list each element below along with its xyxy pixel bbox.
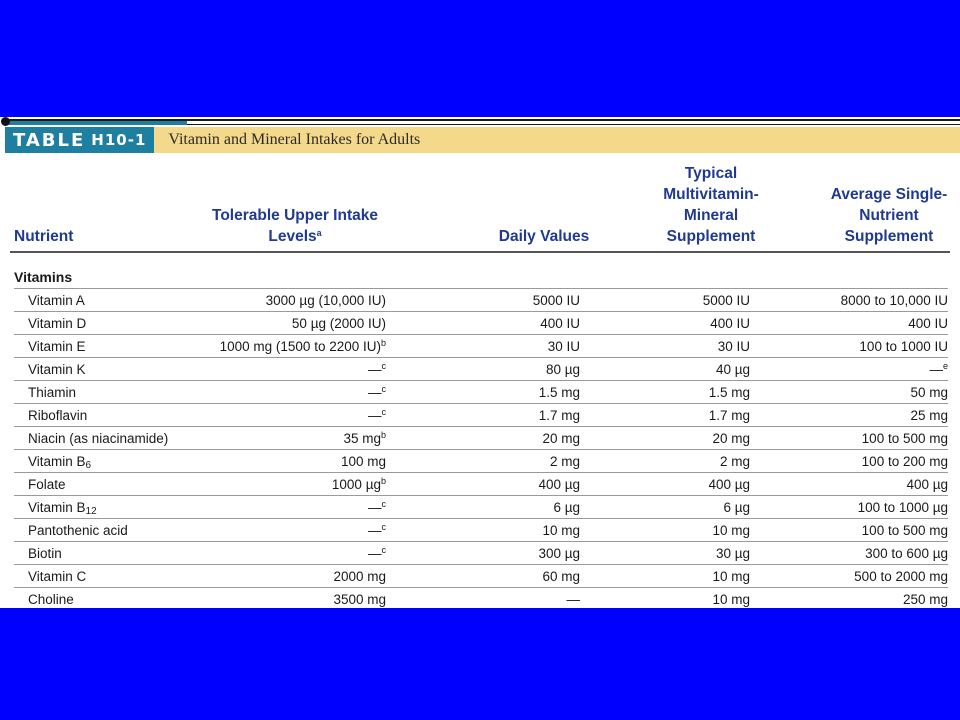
table-tab-word: TABLE (13, 129, 86, 151)
cell-upper-intake-footnote: c (381, 545, 386, 555)
cell-nutrient-text: Biotin (28, 546, 62, 561)
cell-single-nutrient-footnote: e (942, 361, 948, 371)
cell-upper-intake-footnote: c (381, 361, 386, 371)
header-upper-intake (210, 205, 380, 247)
cell-multivitamin-text: 5000 IU (702, 293, 750, 308)
cell-multivitamin-text: 10 mg (712, 569, 750, 584)
cell-multivitamin-text: 6 µg (723, 500, 750, 515)
cell-upper-intake-text: 2000 mg (333, 569, 386, 584)
cell-upper-intake (266, 293, 386, 308)
cell-upper-intake-text: — (368, 523, 382, 538)
cell-daily-value-text: 5000 IU (532, 293, 580, 308)
cell-nutrient (28, 523, 128, 538)
table-row (14, 403, 948, 426)
cell-nutrient-text: Niacin (as niacinamide) (28, 431, 169, 446)
cell-multivitamin (716, 362, 750, 377)
cell-nutrient-text: Vitamin C (28, 569, 87, 584)
cell-nutrient (28, 592, 74, 607)
cell-upper-intake-text: 3500 mg (333, 592, 386, 607)
table-body (14, 288, 948, 608)
cell-nutrient-text: Vitamin E (28, 339, 86, 354)
header-upper-text: Tolerable Upper Intake Levels (212, 207, 378, 245)
cell-multivitamin-text: 400 µg (708, 477, 750, 492)
cell-single-nutrient (865, 546, 948, 561)
cell-nutrient (28, 500, 97, 517)
cell-multivitamin-text: 1.5 mg (708, 385, 750, 400)
table-row (14, 380, 948, 403)
cell-daily-value (548, 339, 580, 354)
cell-daily-value-text: 6 µg (553, 500, 580, 515)
cell-upper-intake-footnote: c (381, 499, 386, 509)
cell-upper-intake (292, 316, 386, 331)
cell-daily-value (539, 408, 580, 423)
cell-single-nutrient (854, 569, 948, 584)
cell-daily-value-text: 80 µg (545, 362, 580, 377)
cell-upper-intake-footnote: c (381, 407, 386, 417)
cell-daily-value (538, 477, 580, 492)
header-upper-footnote: a (316, 228, 322, 238)
cell-nutrient-text: Pantothenic acid (28, 523, 128, 538)
cell-nutrient (28, 316, 86, 331)
cell-nutrient-text: Choline (28, 592, 74, 607)
cell-single-nutrient (862, 454, 948, 469)
cell-nutrient-text: Vitamin B (28, 454, 86, 469)
cell-single-nutrient-text: — (929, 362, 943, 377)
accent-strip (5, 121, 187, 125)
cell-nutrient (28, 293, 85, 308)
table-row (14, 587, 948, 608)
table-tab (5, 127, 154, 153)
cell-daily-value-text: 300 µg (538, 546, 580, 561)
table-title-bar (5, 127, 960, 153)
cell-nutrient (28, 339, 86, 354)
cell-daily-value-text: 400 IU (540, 316, 580, 331)
cell-multivitamin (709, 408, 750, 423)
cell-single-nutrient-text: 400 µg (906, 477, 948, 492)
table-row (14, 541, 948, 564)
cell-upper-intake-footnote: b (380, 430, 386, 440)
cell-upper-intake (343, 431, 386, 446)
table-row (14, 564, 948, 587)
cell-upper-intake (332, 477, 386, 492)
cell-upper-intake-footnote: b (380, 338, 386, 348)
cell-multivitamin-text: 400 IU (710, 316, 750, 331)
cell-single-nutrient-text: 8000 to 10,000 IU (840, 293, 948, 308)
cell-nutrient-text: Thiamin (28, 385, 77, 400)
cell-daily-value-text: 60 mg (542, 569, 580, 584)
table-row (14, 357, 948, 380)
cell-single-nutrient (906, 477, 948, 492)
cell-multivitamin-text: 20 mg (712, 431, 750, 446)
cell-multivitamin (723, 500, 750, 515)
cell-nutrient-text: Vitamin K (28, 362, 86, 377)
cell-daily-value (553, 500, 580, 515)
table-row (14, 449, 948, 472)
cell-upper-intake (368, 408, 386, 423)
cell-single-nutrient-text: 100 to 1000 µg (857, 500, 948, 515)
cell-nutrient (28, 408, 87, 423)
bullet-dot-icon (1, 117, 10, 126)
cell-single-nutrient (910, 408, 948, 423)
cell-multivitamin (712, 592, 750, 607)
header-multivitamin: Typical Multivitamin-Mineral Supplement (663, 165, 759, 245)
header-rule (10, 251, 950, 253)
header-single-nutrient: Average Single-Nutrient Supplement (830, 186, 948, 245)
cell-nutrient (28, 477, 66, 492)
cell-daily-value (567, 592, 581, 607)
table-row (14, 311, 948, 334)
cell-nutrient-text: Vitamin D (28, 316, 87, 331)
table-row (14, 518, 948, 541)
table-number: H10-1 (91, 131, 147, 149)
cell-nutrient (28, 385, 76, 400)
cell-upper-intake (368, 546, 386, 561)
header-daily-values: Daily Values (498, 228, 590, 245)
cell-nutrient (28, 569, 86, 584)
table-row (14, 288, 948, 311)
cell-single-nutrient (903, 592, 948, 607)
cell-upper-intake (220, 339, 386, 354)
cell-upper-intake-text: — (368, 362, 382, 377)
cell-single-nutrient-text: 100 to 1000 IU (859, 339, 948, 354)
cell-daily-value-text: 400 µg (538, 477, 580, 492)
cell-daily-value-text: 1.5 mg (538, 385, 580, 400)
cell-multivitamin (703, 293, 750, 308)
cell-daily-value-text: 10 mg (542, 523, 580, 538)
cell-upper-intake-text: 1000 mg (1500 to 2200 IU) (219, 339, 381, 354)
cell-nutrient (28, 546, 62, 561)
cell-daily-value-text: 2 mg (549, 454, 580, 469)
cell-daily-value-text: 20 mg (542, 431, 580, 446)
cell-single-nutrient (910, 385, 948, 400)
cell-daily-value (546, 362, 580, 377)
cell-upper-intake-text: — (368, 385, 382, 400)
cell-single-nutrient (908, 316, 948, 331)
cell-upper-intake-footnote: c (381, 384, 386, 394)
cell-single-nutrient-text: 50 mg (910, 385, 948, 400)
table-row (14, 495, 948, 518)
cell-daily-value (539, 385, 580, 400)
table-header (14, 159, 950, 251)
cell-single-nutrient-text: 100 to 500 mg (861, 523, 948, 538)
cell-upper-intake-text: 35 mg (343, 431, 381, 446)
cell-multivitamin-text: 40 µg (715, 362, 750, 377)
cell-multivitamin-text: 2 mg (719, 454, 750, 469)
cell-daily-value (550, 454, 580, 469)
cell-nutrient (28, 431, 168, 446)
cell-single-nutrient (862, 523, 948, 538)
cell-daily-value (540, 316, 580, 331)
table-row (14, 472, 948, 495)
cell-multivitamin (710, 316, 750, 331)
top-rule-thin (186, 124, 960, 125)
table-row (14, 334, 948, 357)
cell-single-nutrient-text: 100 to 200 mg (861, 454, 948, 469)
cell-single-nutrient (859, 339, 948, 354)
cell-upper-intake-footnote: c (381, 522, 386, 532)
cell-daily-value (538, 546, 580, 561)
cell-daily-value (542, 431, 580, 446)
slide-content (0, 117, 960, 608)
cell-upper-intake (368, 523, 386, 538)
cell-daily-value-text: — (566, 592, 580, 607)
cell-single-nutrient-text: 25 mg (910, 408, 948, 423)
cell-single-nutrient-text: 500 to 2000 mg (854, 569, 948, 584)
cell-upper-intake-text: 100 mg (340, 454, 386, 469)
cell-upper-intake-text: — (368, 546, 382, 561)
cell-multivitamin (712, 523, 750, 538)
cell-multivitamin (712, 569, 750, 584)
cell-nutrient (28, 454, 91, 471)
cell-single-nutrient-text: 100 to 500 mg (861, 431, 948, 446)
cell-single-nutrient-text: 250 mg (902, 592, 948, 607)
cell-upper-intake (341, 454, 386, 469)
cell-daily-value (542, 523, 580, 538)
table-row (14, 426, 948, 449)
cell-upper-intake-text: 3000 µg (10,000 IU) (265, 293, 386, 308)
header-nutrient: Nutrient (14, 228, 74, 245)
cell-nutrient-subscript: 6 (85, 460, 92, 471)
cell-nutrient-text: Vitamin B (28, 500, 86, 515)
cell-upper-intake (333, 569, 386, 584)
cell-upper-intake (333, 592, 386, 607)
cell-multivitamin-text: 10 mg (712, 592, 750, 607)
table-title: Vitamin and Mineral Intakes for Adults (168, 131, 421, 148)
cell-multivitamin-text: 1.7 mg (708, 408, 750, 423)
cell-single-nutrient (929, 362, 948, 377)
cell-multivitamin (716, 546, 750, 561)
cell-nutrient-text: Folate (28, 477, 66, 492)
cell-upper-intake-text: — (368, 408, 382, 423)
cell-multivitamin (712, 431, 750, 446)
section-label-vitamins: Vitamins (14, 269, 73, 285)
cell-multivitamin (708, 477, 750, 492)
cell-multivitamin (720, 454, 750, 469)
cell-single-nutrient-text: 400 IU (908, 316, 948, 331)
cell-daily-value-text: 1.7 mg (538, 408, 580, 423)
cell-multivitamin (709, 385, 750, 400)
cell-upper-intake-text: 50 µg (2000 IU) (291, 316, 386, 331)
cell-multivitamin-text: 30 IU (717, 339, 750, 354)
cell-single-nutrient-text: 300 to 600 µg (865, 546, 948, 561)
cell-nutrient (28, 362, 86, 377)
cell-nutrient-text: Riboflavin (28, 408, 88, 423)
cell-daily-value-text: 30 IU (547, 339, 580, 354)
cell-nutrient-text: Vitamin A (28, 293, 85, 308)
cell-multivitamin-text: 30 µg (715, 546, 750, 561)
cell-single-nutrient (841, 293, 948, 308)
cell-nutrient-subscript: 12 (85, 506, 97, 517)
cell-upper-intake-text: — (368, 500, 382, 515)
cell-daily-value (542, 569, 580, 584)
cell-upper-intake (368, 500, 386, 515)
cell-upper-intake (368, 385, 386, 400)
cell-upper-intake-footnote: b (380, 476, 386, 486)
cell-multivitamin (718, 339, 750, 354)
cell-single-nutrient (858, 500, 948, 515)
cell-upper-intake-text: 1000 µg (331, 477, 381, 492)
cell-daily-value (533, 293, 580, 308)
cell-single-nutrient (862, 431, 948, 446)
cell-multivitamin-text: 10 mg (712, 523, 750, 538)
cell-upper-intake (368, 362, 386, 377)
